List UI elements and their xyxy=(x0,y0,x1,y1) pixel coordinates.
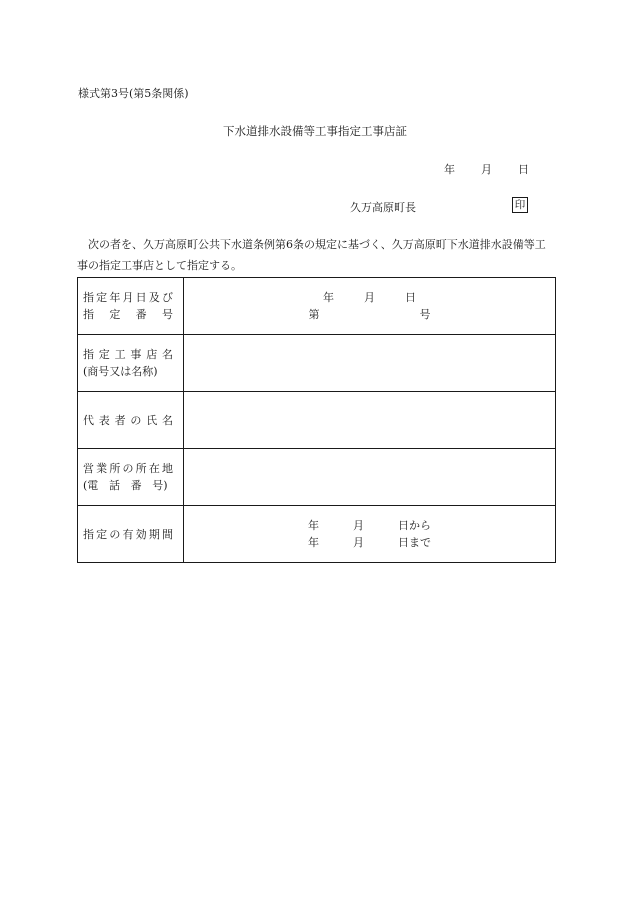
form-number: 様式第3号(第5条関係) xyxy=(78,87,189,100)
label-line: 指定の有効期間 xyxy=(83,527,173,541)
label-validity-period xyxy=(78,506,184,563)
value-contractor-name xyxy=(184,335,556,392)
table-row xyxy=(78,506,556,563)
number-prefix: 第 xyxy=(308,308,320,321)
table-row xyxy=(78,392,556,449)
from-year: 年 xyxy=(308,519,319,532)
body-text: 次の者を、久万高原町公共下水道条例第6条の規定に基づく、久万高原町下水道排水設備等工事の指定工事店として指定する。 xyxy=(77,238,546,272)
value-validity-period xyxy=(184,506,556,563)
issue-year-label: 年 xyxy=(444,163,455,176)
label-line: 指定番号 xyxy=(83,308,173,321)
to-day: 日まで xyxy=(398,536,431,549)
document-title: 下水道排水設備等工事指定工事店証 xyxy=(223,124,407,138)
label-line: 代表者の氏名 xyxy=(83,413,173,427)
label-representative-name xyxy=(78,392,184,449)
label-line: 営業所の所在地 xyxy=(83,462,173,475)
label-line: 電話番号 xyxy=(87,479,164,492)
table-row xyxy=(78,278,556,335)
certificate-table xyxy=(77,277,556,563)
label-designation-date-number xyxy=(78,278,184,335)
number-suffix: 号 xyxy=(419,308,431,321)
date-year: 年 xyxy=(323,291,334,304)
date-month: 月 xyxy=(364,291,375,304)
seal-mark: 印 xyxy=(512,197,528,213)
issue-date-line xyxy=(444,161,529,177)
value-designation-date-number xyxy=(184,278,556,335)
paren-close: ) xyxy=(163,479,168,492)
issue-day-label: 日 xyxy=(518,163,529,176)
value-office-address xyxy=(184,449,556,506)
from-day: 日から xyxy=(398,519,431,532)
paren-close: ) xyxy=(153,365,158,378)
issuer-name: 久万高原町長 xyxy=(350,201,416,214)
to-month: 月 xyxy=(353,536,364,549)
to-year: 年 xyxy=(308,536,319,549)
label-line: 指定年月日及び xyxy=(83,291,173,304)
paren-open: ( xyxy=(83,479,88,492)
value-representative-name xyxy=(184,392,556,449)
table-row xyxy=(78,335,556,392)
label-line: 商号又は名称 xyxy=(87,365,154,378)
table-row xyxy=(78,449,556,506)
label-contractor-name xyxy=(78,335,184,392)
date-day: 日 xyxy=(405,291,416,304)
from-month: 月 xyxy=(353,519,364,532)
label-office-address xyxy=(78,449,184,506)
issue-month-label: 月 xyxy=(481,163,492,176)
label-line: 指定工事店名 xyxy=(83,348,173,361)
paren-open: ( xyxy=(83,365,88,378)
